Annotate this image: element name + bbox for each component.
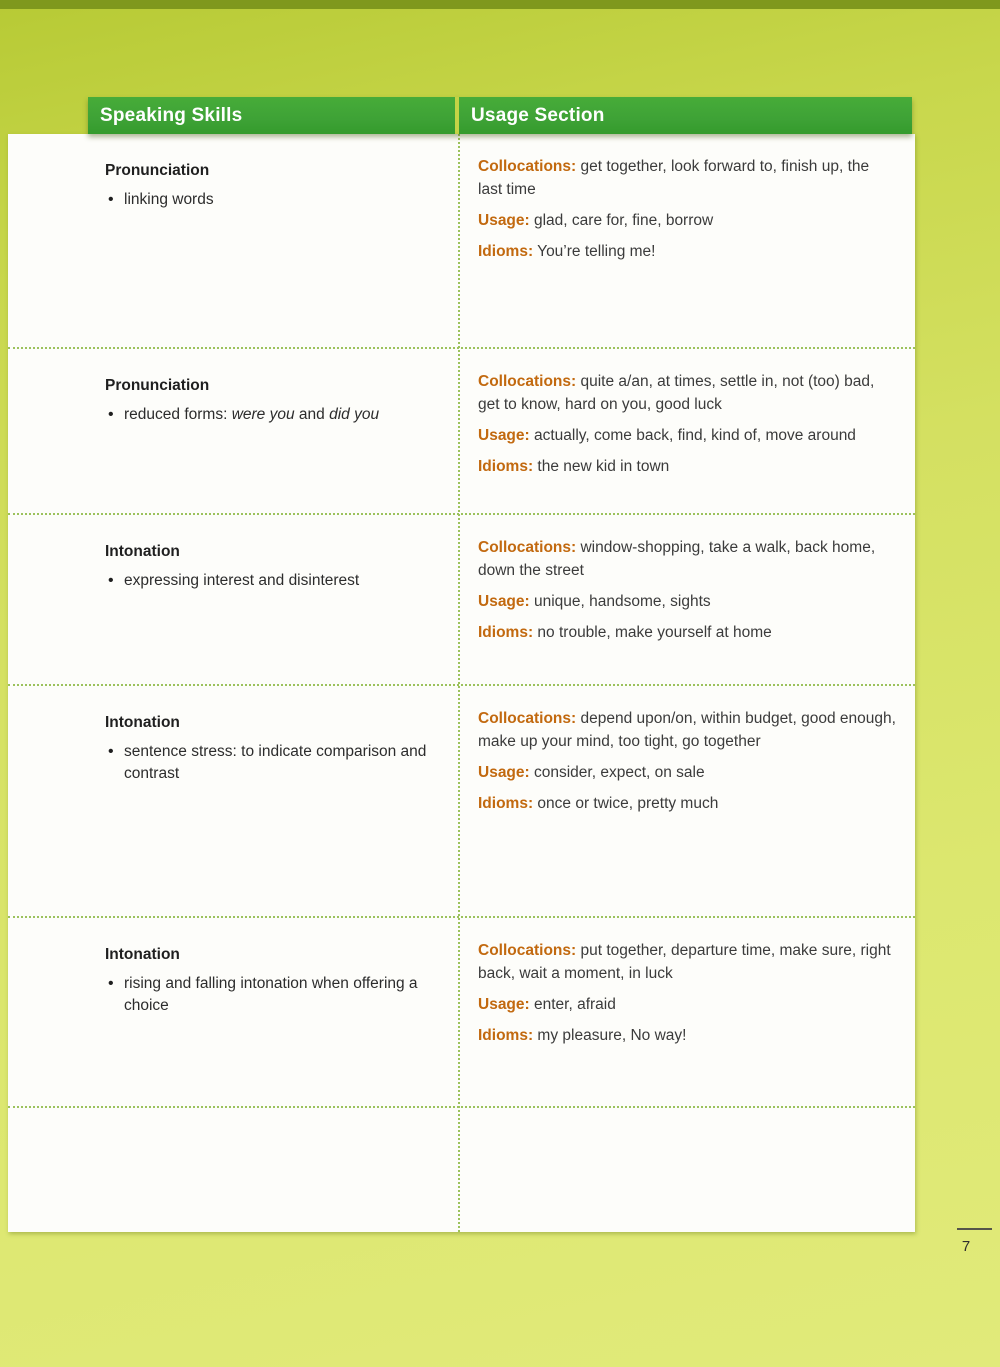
table-row: [8, 515, 915, 686]
table-row: [8, 918, 915, 1108]
skill-cell: [8, 134, 458, 347]
usage-entry: Collocations: quite a/an, at times, settle in, not (too) bad, get to know, hard on you, good luck: [478, 373, 875, 413]
skill-item: [105, 741, 430, 786]
skill-item-segment: rising and falling intonation when offering a choice: [124, 975, 418, 1015]
table-header: [88, 97, 912, 134]
usage-entry: Idioms: no trouble, make yourself at home: [478, 623, 772, 641]
skill-title: Pronunciation: [105, 377, 210, 394]
usage-entry: Usage: unique, handsome, sights: [478, 592, 711, 610]
skill-cell: [8, 515, 458, 684]
skill-item-italic-segment: did you: [329, 406, 380, 423]
usage-entries: [458, 349, 915, 513]
usage-entries: [458, 686, 915, 916]
header-usage-section: Usage Section: [459, 97, 912, 134]
table-panel: [8, 134, 915, 1232]
skill-cell: [8, 686, 458, 916]
skill-title: Intonation: [105, 946, 180, 963]
usage-entry-label: Usage:: [478, 211, 530, 229]
skill-item-segment: sentence stress: to indicate comparison and contrast: [124, 743, 427, 783]
usage-entry: Usage: enter, afraid: [478, 995, 616, 1013]
usage-entries: [458, 134, 915, 347]
skill-items: [105, 189, 430, 211]
skill-item-segment: and: [294, 406, 330, 423]
header-speaking-skills: Speaking Skills: [88, 97, 455, 134]
skill-item-italic-segment: were you: [231, 406, 295, 423]
usage-entry-label: Idioms:: [478, 242, 534, 260]
skill-title: Intonation: [105, 543, 180, 560]
skill-item-segment: linking words: [124, 191, 214, 208]
usage-entry: Usage: consider, expect, on sale: [478, 763, 705, 781]
usage-entry-label: Usage:: [478, 592, 530, 610]
skill-cell: [8, 918, 458, 1106]
usage-entry-label: Collocations:: [478, 710, 577, 727]
page-top-strip: [0, 0, 1000, 9]
usage-entry-label: Collocations:: [478, 539, 577, 556]
skill-item: [105, 189, 430, 211]
usage-entry-label: Idioms:: [478, 1026, 534, 1044]
table-row: [8, 686, 915, 918]
usage-entry: Idioms: You’re telling me!: [478, 242, 656, 260]
usage-entry: Collocations: window-shopping, take a walk, back home, down the street: [478, 539, 876, 579]
usage-entry-label: Usage:: [478, 426, 530, 444]
usage-entry: Idioms: the new kid in town: [478, 457, 670, 475]
usage-entries: [458, 918, 915, 1106]
usage-entry: Collocations: depend upon/on, within budget, good enough, make up your mind, too tight, go together: [478, 710, 896, 750]
footer-rule: [957, 1228, 992, 1230]
usage-entry-label: Collocations:: [478, 158, 577, 175]
skill-cell: [8, 349, 458, 513]
skill-item-segment: expressing interest and disinterest: [124, 572, 360, 589]
table-row: [8, 134, 915, 349]
usage-entry: Idioms: once or twice, pretty much: [478, 794, 719, 812]
usage-entry: Idioms: my pleasure, No way!: [478, 1026, 687, 1044]
skill-item-segment: reduced forms:: [124, 406, 232, 423]
usage-entry: Usage: actually, come back, find, kind of, move around: [478, 426, 856, 444]
skill-items: [105, 570, 430, 592]
usage-entry-label: Usage:: [478, 763, 530, 781]
usage-entry-label: Collocations:: [478, 942, 577, 959]
table-row: [8, 349, 915, 515]
page-number: 7: [961, 1238, 971, 1255]
skill-items: [105, 973, 430, 1018]
usage-entry-label: Idioms:: [478, 794, 534, 812]
skill-title: Intonation: [105, 714, 180, 731]
usage-entry: Collocations: get together, look forward to, finish up, the last time: [478, 158, 870, 198]
usage-entry: Collocations: put together, departure time, make sure, right back, wait a moment, in luck: [478, 942, 891, 982]
skill-item: [105, 404, 430, 426]
table-body: [8, 134, 915, 1232]
usage-entries: [458, 515, 915, 684]
usage-entry-label: Idioms:: [478, 623, 534, 641]
usage-entry-label: Collocations:: [478, 373, 577, 390]
usage-entry-label: Idioms:: [478, 457, 534, 475]
skill-item: [105, 973, 430, 1018]
skill-item: [105, 570, 430, 592]
usage-entry-label: Usage:: [478, 995, 530, 1013]
skill-items: [105, 741, 430, 786]
skill-items: [105, 404, 430, 426]
usage-entry: Usage: glad, care for, fine, borrow: [478, 211, 714, 229]
skill-title: Pronunciation: [105, 162, 210, 179]
